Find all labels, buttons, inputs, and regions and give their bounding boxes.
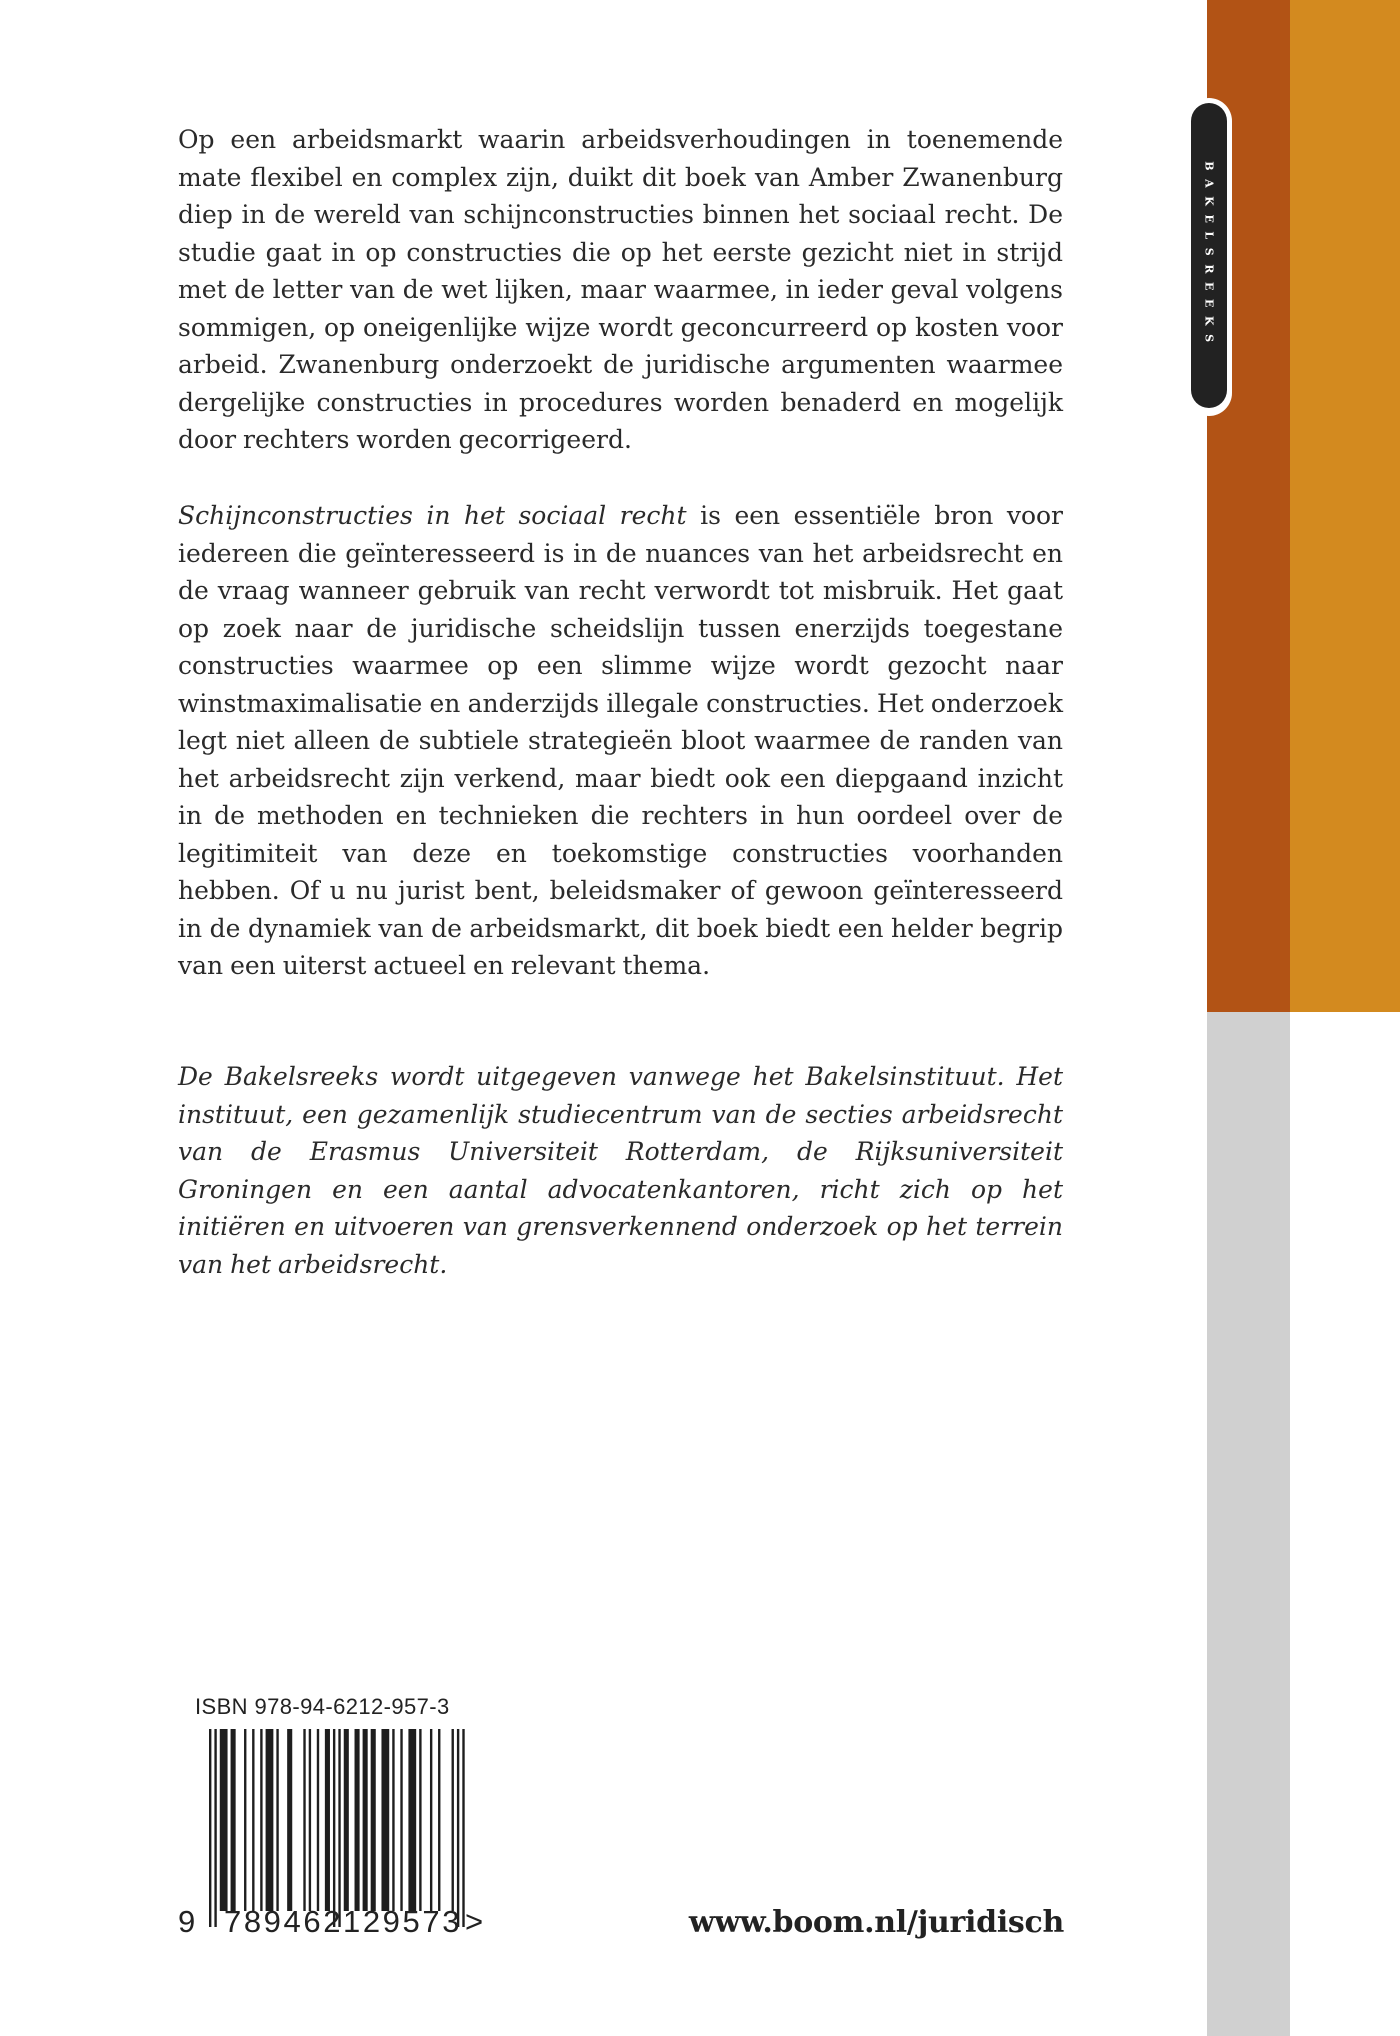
barcode-bar <box>244 1729 246 1911</box>
barcode-first-digit: 9 <box>178 1904 196 1939</box>
barcode-bar <box>355 1729 360 1911</box>
blurb-paragraph-1 <box>178 121 1063 459</box>
paragraph-text: De Bakelsreeks wordt uitgegeven vanwege het Bakelsinstituut. Het instituut, een gezamenlijk studiecentrum van de secties arbeidsrecht van de Erasmus Universiteit Rotterdam, de Rijksuniversiteit Groningen en een aantal advocatenkantoren, richt zich op het initiëren en uitvoeren van grensverkennend onderzoek op het terrein van het arbeidsrecht. <box>178 1062 1063 1279</box>
barcode-bar <box>371 1729 376 1911</box>
barcode-bar <box>363 1729 368 1911</box>
barcode-bar <box>220 1729 228 1911</box>
barcode-left-digits: 789462 <box>224 1904 344 1939</box>
paragraph-text: Op een arbeidsmarkt waarin arbeidsverhoudingen in toenemende mate flexibel en complex zijn, duikt dit boek van Amber Zwanenburg diep in de wereld van schijnconstructies binnen het sociaal recht. De studie gaat in op constructies die op het eerste gezicht niet in strijd met de letter van de wet lijken, maar waarmee, in ieder geval volgens sommigen, op oneigenlijke wijze wordt geconcurreerd op kosten voor arbeid. Zwanenburg onderzoekt de juridische argumenten waarmee dergelijke constructies in procedures worden benaderd en mogelijk door rechters worden gecorrigeerd. <box>178 125 1063 454</box>
barcode-bar <box>276 1729 278 1911</box>
barcode-bar <box>381 1729 389 1911</box>
publisher-url[interactable]: www.boom.nl/juridisch <box>688 1905 1064 1940</box>
paragraph-body: is een essentiële bron voor iedereen die geïnteresseerd is in de nuances van het arbeidsrecht en de vraag wanneer gebruik van recht verwordt tot misbruik. Het gaat op zoek naar de juridische scheidslijn tussen enerzijds toegestane constructies waarmee op een slimme wijze wordt gezocht naar winstmaximalisatie en anderzijds illegale constructies. Het onderzoek legt niet alleen de subtiele strategieën bloot waarmee de randen van het arbeidsrecht zijn verkend, maar biedt ook een diepgaand inzicht in de methoden en technieken die rechters in hun oordeel over de legitimiteit van deze en toekomstige constructies voorhanden hebben. Of u nu jurist bent, beleidsmaker of gewoon geïnteresseerd in de dynamiek van de arbeidsmarkt, dit boek biedt een helder begrip van een uiterst actueel en relevant thema. <box>178 501 1064 980</box>
series-description <box>178 1058 1063 1283</box>
isbn-label: ISBN 978-94-6212-957-3 <box>195 1694 450 1719</box>
barcode-bar <box>419 1729 421 1911</box>
barcode-bar <box>266 1729 274 1911</box>
book-title: Schijnconstructies in het sociaal recht <box>178 501 687 530</box>
barcode-bar <box>400 1729 402 1911</box>
barcode-bar <box>287 1729 292 1911</box>
barcode-guard-bar <box>214 1729 216 1927</box>
barcode-guard-bar <box>457 1729 459 1927</box>
barcode-bar <box>344 1729 349 1911</box>
barcode-bar <box>452 1729 454 1911</box>
barcode-guard-bar <box>209 1729 211 1927</box>
barcode-bar <box>430 1729 432 1911</box>
series-tab <box>1186 98 1232 416</box>
barcode-bar <box>260 1729 262 1911</box>
barcode-guard-bar <box>338 1729 340 1927</box>
barcode-bar <box>252 1729 254 1911</box>
ean13-barcode <box>209 1729 465 1927</box>
barcode-bar <box>317 1729 319 1911</box>
spine-band-grey <box>1207 1012 1290 2036</box>
blurb-paragraph-2 <box>178 497 1063 985</box>
barcode-bar <box>392 1729 394 1911</box>
barcode-bar <box>231 1729 236 1911</box>
barcode-bar <box>408 1729 416 1911</box>
barcode-bar <box>309 1729 311 1911</box>
series-label: BAKELSREEKS <box>1202 160 1216 351</box>
barcode-guard-bar <box>333 1729 335 1927</box>
spine-band-light-orange <box>1290 0 1400 1012</box>
barcode-bar <box>303 1729 305 1911</box>
barcode-bar <box>438 1729 440 1911</box>
series-pill <box>1191 103 1227 408</box>
barcode-guard-bar <box>462 1729 464 1927</box>
barcode-right-digits: 129573 <box>343 1904 463 1939</box>
paragraph-text <box>178 497 1063 985</box>
barcode-quiet-zone-marker: > <box>465 1904 484 1939</box>
barcode-bar <box>325 1729 330 1911</box>
